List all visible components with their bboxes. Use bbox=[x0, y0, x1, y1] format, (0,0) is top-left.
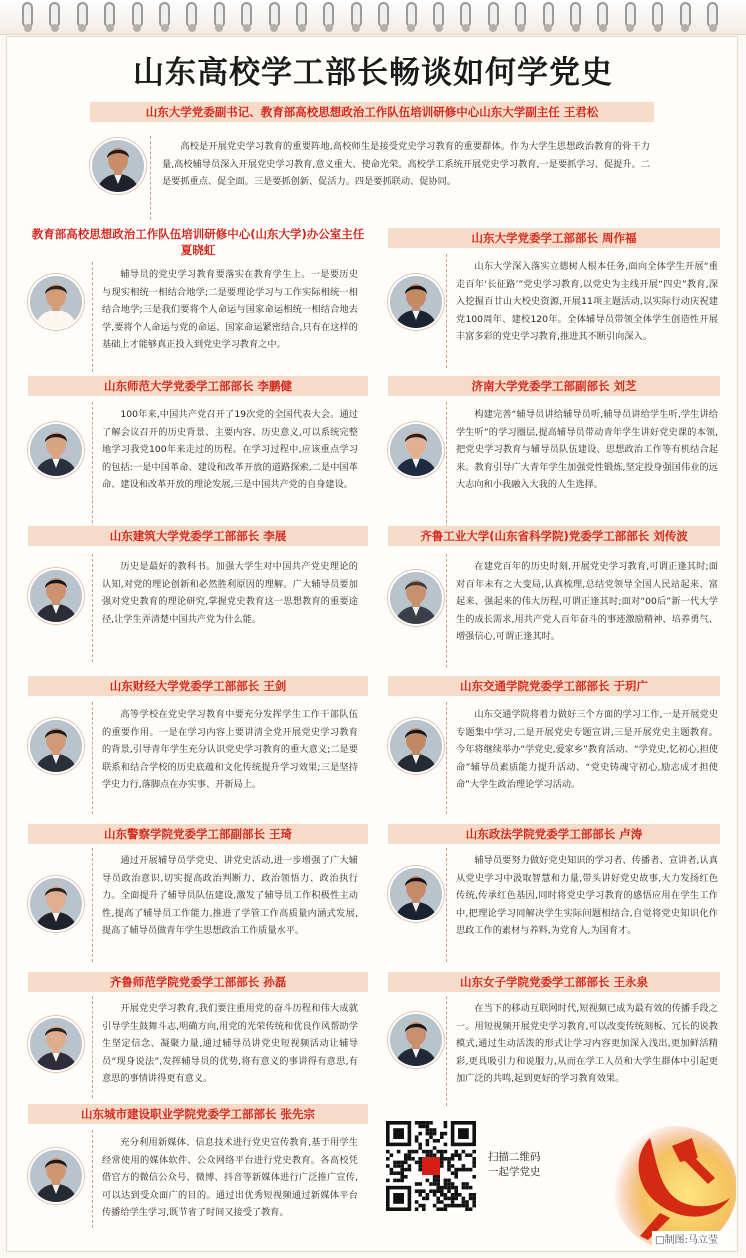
binding-hole bbox=[489, 24, 497, 32]
binding-hole bbox=[407, 24, 415, 32]
entry-quote-wang-qi: 通过开展辅导员学党史、讲党史活动,进一步增强了广大辅导员政治意识,切实提高政治判断力、政治领悟力、政治执行力。全面提升了辅导员队伍建设,激发了辅导员工作积极性主动性,提高了辅导员工作能力,推进了学管工作高质量内涵式发展,提高了辅导员做青年学生思想政治工作质量水平。 bbox=[102, 855, 358, 937]
binding-hole bbox=[325, 24, 333, 32]
page-title: 山东高校学工部长畅谈如何学党史 bbox=[133, 55, 613, 91]
entry-quote-zhou-zuofu: 山东大学深入落实立德树人根本任务,面向全体学生开展“重走百年‘长征路’”党史学习教育,以党史为主线开展“四史”教育,深入挖掘百廿山大校史资源,开展11项主题活动,以实际行动庆祝建党100周年、建校120年。全体辅导员带领全体学生创造性开展丰富多彩的党史学习教育,推进其不断引向深入。 bbox=[456, 261, 718, 343]
binding-hole bbox=[462, 24, 470, 32]
entry-title-liu-chuanbo: 齐鲁工业大学(山东省科学院)党委学工部部长 刘传波 bbox=[388, 526, 720, 546]
binding-hole bbox=[215, 24, 223, 32]
entry-title-wang-qi: 山东警察学院党委学工部副部长 王琦 bbox=[28, 824, 368, 844]
quote-divider bbox=[446, 702, 447, 814]
entry-title-sun-lei: 齐鲁师范学院党委学工部部长 孙磊 bbox=[28, 972, 368, 992]
binding-hole bbox=[380, 24, 388, 32]
avatar-liu-zhi bbox=[390, 424, 442, 476]
entry-quote-xia-xiaohong: 辅导员的党史学习教育要落实在教育学生上。一是要历史与现实相统一相结合地学;二是要理论学习与工作实际相统一相结合地学;三是我们要将个人命运与国家命运相统一相结合地去学,要将个人命运与党的命运、国家命运紧密结合,只有在这样的基础上才能够真正投入到党史学习教育之中。 bbox=[102, 269, 358, 351]
quote-divider bbox=[150, 136, 151, 220]
avatar-xia-xiaohong bbox=[30, 276, 82, 328]
entry-title-wang-jian: 山东财经大学党委学工部部长 王剑 bbox=[28, 676, 368, 696]
quote-divider bbox=[92, 1130, 93, 1228]
avatar-li-zhan bbox=[30, 570, 82, 622]
binding-hole bbox=[161, 24, 169, 32]
quote-divider bbox=[92, 554, 93, 662]
entry-quote-liu-zhi: 构建完善“辅导员讲给辅导员听,辅导员讲给学生听,学生讲给学生听”的学习圈层,提高辅导员带动青年学生讲好党史课的本领,把党史学习教育与辅导员队伍建设、思想政治工作等有机结合起来。教育引导广大青年学生加强党性锻炼,坚定投身强国伟业的远大志向和小我融入大我的人生选择。 bbox=[456, 409, 718, 491]
binding-hole bbox=[298, 24, 306, 32]
binding-hole bbox=[599, 24, 607, 32]
qr-caption bbox=[488, 1150, 541, 1180]
avatar-wang-jian bbox=[30, 720, 82, 772]
quote-divider bbox=[92, 848, 93, 962]
binding-hole bbox=[517, 24, 525, 32]
entry-quote-yu-yueguang: 山东交通学院将着力做好三个方面的学习工作,一是开展党史专题集中学习,二是开展党史专题宣讲,三是开展党史主题教育。今年将继续举办“学党史,爱家乡”教育活动、“学党史,忆初心,担使命”辅导员素质能力提升活动、“党史铸魂守初心,励志成才担使命”大学生政治理论学习活动。 bbox=[456, 709, 718, 791]
quote-divider bbox=[446, 848, 447, 962]
entry-quote-zhang-xianzong: 充分利用新媒体、信息技术进行党史宣传教育,基于用学生经常使用的媒体软件、公众网络平台进行党史教育。各高校凭借官方的微信公众号、微博、抖音等新媒体进行广泛推广宣传,可以达到受众面广的目的。通过出优秀短视频通过新媒体平台传播给学生学习,既节省了时间又接受了教育。 bbox=[102, 1137, 358, 1219]
entry-title-wang-yongquan: 山东女子学院党委学工部部长 王永泉 bbox=[388, 972, 720, 992]
avatar-wang-junsong bbox=[92, 140, 144, 192]
entry-quote-wang-jian: 高等学校在党史学习教育中要充分发挥学生工作干部队伍的重要作用。一是在学习内容上要讲清全党开展党史学习教育的背景,引导青年学生充分认识党史学习教育的重大意义;二是要联系和结合学校的历史底蕴和文化传统提升学习效果;三是坚持学史力行,落脚点在办实事、开新局上。 bbox=[102, 709, 358, 791]
binding-hole bbox=[188, 24, 196, 32]
entry-title-li-pengjian: 山东师范大学党委学工部部长 李鹏健 bbox=[28, 376, 368, 396]
qr-code[interactable] bbox=[386, 1121, 476, 1211]
entry-quote-wang-junsong: 高校是开展党史学习教育的重要阵地,高校师生是接受党史学习教育的重要群体。作为大学生思想政治教育的骨干力量,高校辅导员深入开展党史学习教育,意义重大、使命光荣。高校学工系统开展党史学习教育,一是要抓学习、促提升。二是要抓重点、促全面。三是要抓创新、促活力。四是要抓联动、促协同。 bbox=[162, 141, 650, 188]
binding-hole bbox=[352, 24, 360, 32]
avatar-lu-tao bbox=[390, 868, 442, 920]
entry-quote-li-pengjian: 100年来,中国共产党召开了19次党的全国代表大会。通过了解会议召开的历史背景、主要内容、历史意义,可以系统完整地学习我党100年来走过的历程。在学习过程中,应该重点学习的包括:一是中国革命、建设和改革开放的道路探索,二是中国革命、建设和改革开放的理论发展,三是中国共产党的自身建设。 bbox=[102, 409, 358, 491]
binding-hole bbox=[243, 24, 251, 32]
quote-divider bbox=[446, 254, 447, 368]
entry-quote-liu-chuanbo: 在建党百年的历史时刻,开展党史学习教育,可谓正逢其时;面对百年未有之大变局,认真梳理,总结党领导全国人民站起来、富起来、强起来的伟大历程,可谓正逢其时;面对“00后”新一代大学生的成长需求,用共产党人百年奋斗的事迹激励精神、培养勇气、增强信心,可谓正逢其时。 bbox=[456, 561, 718, 643]
binding-hole bbox=[626, 24, 634, 32]
binding-hole bbox=[709, 24, 717, 32]
quote-divider bbox=[92, 402, 93, 528]
binding-hole bbox=[51, 24, 59, 32]
binding-hole bbox=[654, 24, 662, 32]
entry-title-zhou-zuofu: 山东大学党委学工部部长 周作福 bbox=[388, 228, 720, 248]
credit-text: □制图:马立莹 bbox=[652, 1231, 721, 1246]
entry-quote-lu-tao: 辅导员要努力做好党史知识的学习者、传播者、宣讲者,认真从党史学习中汲取智慧和力量,带头讲好党史故事,大力发扬红色传统,传承红色基因,同时将党史学习教育的感悟应用在学生工作中,把理论学习同解决学生实际问题相结合,自觉将党史知识化作思政工作的素材与养料,为党育人,为国育才。 bbox=[456, 855, 718, 937]
avatar-sun-lei bbox=[30, 1018, 82, 1070]
calendar-binding bbox=[0, 0, 746, 35]
entry-title-liu-zhi: 济南大学党委学工部副部长 刘芝 bbox=[388, 376, 720, 396]
binding-hole bbox=[544, 24, 552, 32]
quote-divider bbox=[446, 996, 447, 1106]
binding-hole bbox=[270, 24, 278, 32]
binding-hole bbox=[435, 24, 443, 32]
entry-quote-wang-yongquan: 在当下的移动互联网时代,短视频已成为最有效的传播手段之一。用短视频开展党史学习教育,可以改变传统刻板、冗长的说教模式,通过生动活泼的形式让学习内容更加深入浅出,更加鲜活精彩,更具吸引力和说服力,从而在学工人员和大学生群体中引起更加广泛的共鸣,起到更好的学习教育效果。 bbox=[456, 1003, 718, 1085]
avatar-li-pengjian bbox=[30, 424, 82, 476]
quote-divider bbox=[92, 262, 93, 372]
entry-title-li-zhan: 山东建筑大学党委学工部部长 李展 bbox=[28, 526, 368, 546]
entry-title-xia-xiaohong: 教育部高校思想政治工作队伍培训研修中心(山东大学)办公室主任 夏晓虹 bbox=[31, 227, 365, 257]
entry-title-zhang-xianzong: 山东城市建设职业学院党委学工部部长 张先宗 bbox=[28, 1104, 368, 1124]
entry-quote-sun-lei: 开展党史学习教育,我们要注重用党的奋斗历程和伟大成就引导学生鼓舞斗志,明确方向,用党的光荣传统和优良作风帮助学生坚定信念、凝聚力量,通过辅导员讲党史短视频活动让辅导员“现身说法”,发挥辅导员的优势,将有意义的事讲得有意思,有意思的事情讲得更有意义。 bbox=[102, 1003, 358, 1085]
quote-divider bbox=[92, 702, 93, 814]
avatar-zhou-zuofu bbox=[390, 276, 442, 328]
qr-caption-line-2: 一起学党史 bbox=[488, 1166, 541, 1178]
party-emblem-image bbox=[580, 1118, 736, 1246]
quote-divider bbox=[446, 402, 447, 528]
binding-hole bbox=[24, 24, 32, 32]
quote-divider bbox=[92, 996, 93, 1098]
avatar-wang-qi bbox=[30, 878, 82, 930]
avatar-zhang-xianzong bbox=[30, 1150, 82, 1202]
binding-hole bbox=[681, 24, 689, 32]
entry-quote-li-zhan: 历史是最好的教科书。加强大学生对中国共产党史理论的认知,对党的理论创新和必然胜利原因的理解。广大辅导员要加强对党史教育的理论研究,掌握党史教育这一思想教育的重要途径,让学生弄清楚中国共产党为什么能。 bbox=[102, 561, 358, 625]
avatar-wang-yongquan bbox=[390, 1014, 442, 1066]
avatar-yu-yueguang bbox=[390, 720, 442, 772]
binding-hole bbox=[133, 24, 141, 32]
binding-hole bbox=[572, 24, 580, 32]
entry-title-lu-tao: 山东政法学院党委学工部部长 卢涛 bbox=[388, 824, 720, 844]
qr-caption-line-1: 扫描二维码 bbox=[488, 1151, 541, 1163]
quote-divider bbox=[446, 554, 447, 668]
avatar-liu-chuanbo bbox=[390, 572, 442, 624]
binding-hole bbox=[78, 24, 86, 32]
entry-title-yu-yueguang: 山东交通学院党委学工部部长 于玥广 bbox=[388, 676, 720, 696]
binding-hole bbox=[106, 24, 114, 32]
entry-title-wang-junsong: 山东大学党委副书记、教育部高校思想政治工作队伍培训研修中心山东大学副主任 王君松 bbox=[90, 102, 654, 122]
